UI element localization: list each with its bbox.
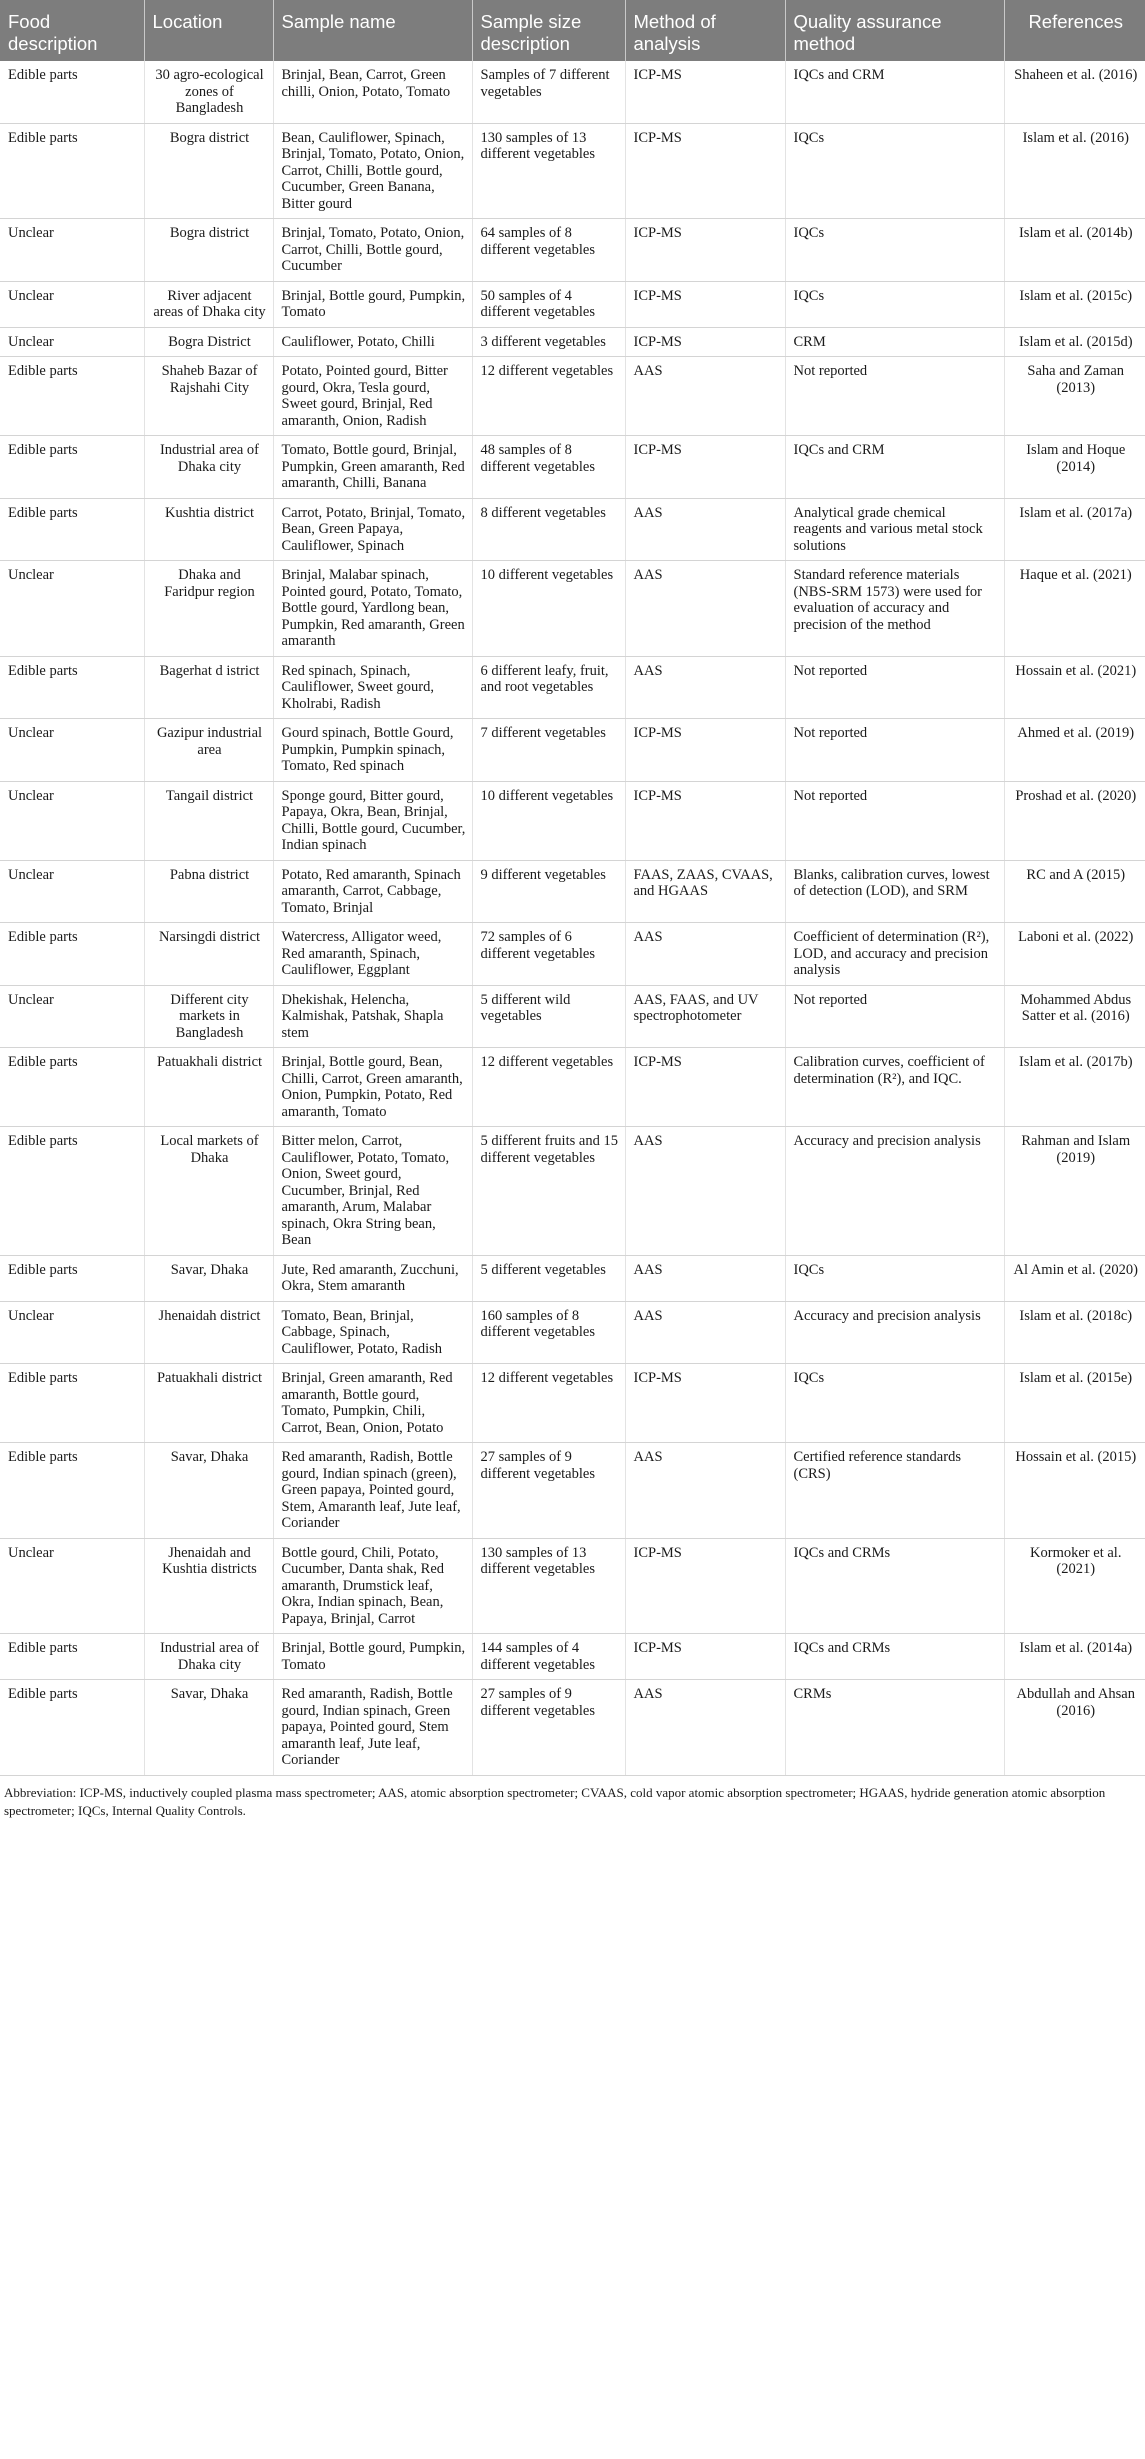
sample-name-cell: Potato, Pointed gourd, Bitter gourd, Okra, Tesla gourd, Sweet gourd, Brinjal, Red amaranth, Onion, Radish <box>273 357 472 436</box>
method-cell: ICP-MS <box>625 719 785 782</box>
method-cell: AAS, FAAS, and UV spectrophotometer <box>625 985 785 1048</box>
header-sample-name: Sample name <box>273 0 472 61</box>
quality-assurance-cell: CRM <box>785 327 1004 357</box>
reference-cell: Hossain et al. (2021) <box>1004 656 1145 719</box>
table-row <box>0 1443 1145 1539</box>
table-row <box>0 357 1145 436</box>
table-row <box>0 281 1145 327</box>
sample-name-cell: Cauliflower, Potato, Chilli <box>273 327 472 357</box>
quality-assurance-cell: IQCs and CRMs <box>785 1538 1004 1634</box>
table-row <box>0 985 1145 1048</box>
method-cell: ICP-MS <box>625 1634 785 1680</box>
food-description-cell: Unclear <box>0 860 144 923</box>
reference-cell: Islam et al. (2015e) <box>1004 1364 1145 1443</box>
header-references: References <box>1004 0 1145 61</box>
food-description-cell: Edible parts <box>0 923 144 986</box>
sample-size-cell: 27 samples of 9 different vegetables <box>472 1443 625 1539</box>
table-row <box>0 781 1145 860</box>
sample-size-cell: 144 samples of 4 different vegetables <box>472 1634 625 1680</box>
quality-assurance-cell: IQCs <box>785 1364 1004 1443</box>
header-quality-assurance-method: Quality assurance method <box>785 0 1004 61</box>
location-cell: Jhenaidah and Kushtia districts <box>144 1538 273 1634</box>
food-description-cell: Edible parts <box>0 61 144 123</box>
food-description-cell: Unclear <box>0 719 144 782</box>
food-description-cell: Edible parts <box>0 1634 144 1680</box>
table-row <box>0 1127 1145 1256</box>
location-cell: Savar, Dhaka <box>144 1255 273 1301</box>
food-description-cell: Unclear <box>0 327 144 357</box>
sample-name-cell: Red spinach, Spinach, Cauliflower, Sweet gourd, Kholrabi, Radish <box>273 656 472 719</box>
sample-name-cell: Brinjal, Bean, Carrot, Green chilli, Onion, Potato, Tomato <box>273 61 472 123</box>
table-row <box>0 327 1145 357</box>
food-description-cell: Edible parts <box>0 357 144 436</box>
sample-name-cell: Brinjal, Green amaranth, Red amaranth, Bottle gourd, Tomato, Pumpkin, Chili, Carrot, Bean, Onion, Potato <box>273 1364 472 1443</box>
table-row <box>0 436 1145 499</box>
sample-name-cell: Potato, Red amaranth, Spinach amaranth, Carrot, Cabbage, Tomato, Brinjal <box>273 860 472 923</box>
method-cell: AAS <box>625 1255 785 1301</box>
location-cell: Savar, Dhaka <box>144 1443 273 1539</box>
method-cell: ICP-MS <box>625 1048 785 1127</box>
table-row <box>0 219 1145 282</box>
method-cell: ICP-MS <box>625 61 785 123</box>
method-cell: AAS <box>625 498 785 561</box>
sample-name-cell: Brinjal, Bottle gourd, Bean, Chilli, Carrot, Green amaranth, Onion, Pumpkin, Potato, Red amaranth, Tomato <box>273 1048 472 1127</box>
reference-cell: Kormoker et al. (2021) <box>1004 1538 1145 1634</box>
sample-size-cell: 27 samples of 9 different vegetables <box>472 1680 625 1776</box>
sample-name-cell: Tomato, Bean, Brinjal, Cabbage, Spinach, Cauliflower, Potato, Radish <box>273 1301 472 1364</box>
quality-assurance-cell: IQCs <box>785 219 1004 282</box>
sample-name-cell: Bitter melon, Carrot, Cauliflower, Potato, Tomato, Onion, Sweet gourd, Cucumber, Brinjal, Red amaranth, Arum, Malabar spinach, Okra String bean, Bean <box>273 1127 472 1256</box>
quality-assurance-cell: Coefficient of determination (R²), LOD, and accuracy and precision analysis <box>785 923 1004 986</box>
reference-cell: Ahmed et al. (2019) <box>1004 719 1145 782</box>
sample-size-cell: 160 samples of 8 different vegetables <box>472 1301 625 1364</box>
table-row <box>0 1255 1145 1301</box>
reference-cell: Islam et al. (2018c) <box>1004 1301 1145 1364</box>
reference-cell: Islam et al. (2014a) <box>1004 1634 1145 1680</box>
sample-size-cell: 130 samples of 13 different vegetables <box>472 1538 625 1634</box>
quality-assurance-cell: IQCs and CRM <box>785 61 1004 123</box>
sample-name-cell: Brinjal, Malabar spinach, Pointed gourd, Potato, Tomato, Bottle gourd, Yardlong bean, Pumpkin, Red amaranth, Green amaranth <box>273 561 472 657</box>
header-food-description: Food description <box>0 0 144 61</box>
food-description-cell: Edible parts <box>0 1127 144 1256</box>
method-cell: ICP-MS <box>625 123 785 219</box>
quality-assurance-cell: IQCs <box>785 281 1004 327</box>
location-cell: 30 agro-ecological zones of Bangladesh <box>144 61 273 123</box>
table-row <box>0 61 1145 123</box>
location-cell: Pabna district <box>144 860 273 923</box>
sample-name-cell: Brinjal, Bottle gourd, Pumpkin, Tomato <box>273 281 472 327</box>
method-cell: AAS <box>625 1127 785 1256</box>
method-cell: ICP-MS <box>625 1364 785 1443</box>
sample-name-cell: Red amaranth, Radish, Bottle gourd, Indian spinach, Green papaya, Pointed gourd, Stem amaranth leaf, Jute leaf, Coriander <box>273 1680 472 1776</box>
quality-assurance-cell: IQCs <box>785 1255 1004 1301</box>
quality-assurance-cell: Certified reference standards (CRS) <box>785 1443 1004 1539</box>
table-row <box>0 561 1145 657</box>
food-description-cell: Edible parts <box>0 656 144 719</box>
table-row <box>0 719 1145 782</box>
table-row <box>0 498 1145 561</box>
sample-name-cell: Gourd spinach, Bottle Gourd, Pumpkin, Pumpkin spinach, Tomato, Red spinach <box>273 719 472 782</box>
reference-cell: RC and A (2015) <box>1004 860 1145 923</box>
location-cell: Dhaka and Faridpur region <box>144 561 273 657</box>
table-row <box>0 1538 1145 1634</box>
food-description-cell: Unclear <box>0 1538 144 1634</box>
method-cell: FAAS, ZAAS, CVAAS, and HGAAS <box>625 860 785 923</box>
location-cell: Bogra district <box>144 123 273 219</box>
method-cell: ICP-MS <box>625 1538 785 1634</box>
table-footnote: Abbreviation: ICP-MS, inductively coupled plasma mass spectrometer; AAS, atomic absorption spectrometer; CVAAS, cold vapor atomic absorption spectrometer; HGAAS, hydride generation atomic absorption spectrometer; IQCs, Internal Quality Controls. <box>4 1784 1106 1818</box>
location-cell: Local markets of Dhaka <box>144 1127 273 1256</box>
location-cell: Tangail district <box>144 781 273 860</box>
location-cell: Kushtia district <box>144 498 273 561</box>
table-row <box>0 123 1145 219</box>
table-header-row <box>0 0 1145 61</box>
reference-cell: Laboni et al. (2022) <box>1004 923 1145 986</box>
method-cell: AAS <box>625 1301 785 1364</box>
reference-cell: Abdullah and Ahsan (2016) <box>1004 1680 1145 1776</box>
header-location: Location <box>144 0 273 61</box>
food-description-cell: Unclear <box>0 561 144 657</box>
food-description-cell: Unclear <box>0 1301 144 1364</box>
quality-assurance-cell: Not reported <box>785 985 1004 1048</box>
table-row <box>0 1680 1145 1776</box>
reference-cell: Islam et al. (2015c) <box>1004 281 1145 327</box>
reference-cell: Mohammed Abdus Satter et al. (2016) <box>1004 985 1145 1048</box>
location-cell: Different city markets in Bangladesh <box>144 985 273 1048</box>
sample-size-cell: 5 different wild vegetables <box>472 985 625 1048</box>
method-cell: ICP-MS <box>625 781 785 860</box>
method-cell: ICP-MS <box>625 219 785 282</box>
location-cell: Narsingdi district <box>144 923 273 986</box>
location-cell: Patuakhali district <box>144 1048 273 1127</box>
sample-size-cell: 7 different vegetables <box>472 719 625 782</box>
location-cell: Bogra district <box>144 219 273 282</box>
sample-name-cell: Carrot, Potato, Brinjal, Tomato, Bean, Green Papaya, Cauliflower, Spinach <box>273 498 472 561</box>
quality-assurance-cell: Calibration curves, coefficient of determination (R²), and IQC. <box>785 1048 1004 1127</box>
sample-size-cell: 5 different vegetables <box>472 1255 625 1301</box>
sample-name-cell: Red amaranth, Radish, Bottle gourd, Indian spinach (green), Green papaya, Pointed gourd, Stem, Amaranth leaf, Jute leaf, Coriander <box>273 1443 472 1539</box>
location-cell: Industrial area of Dhaka city <box>144 1634 273 1680</box>
food-description-cell: Edible parts <box>0 1443 144 1539</box>
location-cell: Bagerhat d istrict <box>144 656 273 719</box>
reference-cell: Shaheen et al. (2016) <box>1004 61 1145 123</box>
reference-cell: Saha and Zaman (2013) <box>1004 357 1145 436</box>
header-sample-size-description: Sample size description <box>472 0 625 61</box>
reference-cell: Islam et al. (2014b) <box>1004 219 1145 282</box>
reference-cell: Hossain et al. (2015) <box>1004 1443 1145 1539</box>
sample-size-cell: 10 different vegetables <box>472 781 625 860</box>
quality-assurance-cell: Analytical grade chemical reagents and various metal stock solutions <box>785 498 1004 561</box>
quality-assurance-cell: Not reported <box>785 357 1004 436</box>
reference-cell: Al Amin et al. (2020) <box>1004 1255 1145 1301</box>
table-row <box>0 1048 1145 1127</box>
sample-size-cell: 72 samples of 6 different vegetables <box>472 923 625 986</box>
sample-size-cell: 48 samples of 8 different vegetables <box>472 436 625 499</box>
reference-cell: Islam et al. (2016) <box>1004 123 1145 219</box>
sample-size-cell: 12 different vegetables <box>472 1048 625 1127</box>
location-cell: Jhenaidah district <box>144 1301 273 1364</box>
method-cell: AAS <box>625 1680 785 1776</box>
method-cell: AAS <box>625 656 785 719</box>
location-cell: Bogra District <box>144 327 273 357</box>
sample-name-cell: Bottle gourd, Chili, Potato, Cucumber, Danta shak, Red amaranth, Drumstick leaf, Okra, Indian spinach, Bean, Papaya, Brinjal, Carrot <box>273 1538 472 1634</box>
location-cell: Shaheb Bazar of Rajshahi City <box>144 357 273 436</box>
method-cell: ICP-MS <box>625 281 785 327</box>
sample-size-cell: 9 different vegetables <box>472 860 625 923</box>
sample-name-cell: Tomato, Bottle gourd, Brinjal, Pumpkin, Green amaranth, Red amaranth, Chilli, Banana <box>273 436 472 499</box>
quality-assurance-cell: CRMs <box>785 1680 1004 1776</box>
reference-cell: Proshad et al. (2020) <box>1004 781 1145 860</box>
reference-cell: Haque et al. (2021) <box>1004 561 1145 657</box>
sample-size-cell: 12 different vegetables <box>472 357 625 436</box>
sample-name-cell: Sponge gourd, Bitter gourd, Papaya, Okra, Bean, Brinjal, Chilli, Bottle gourd, Cucumber, Indian spinach <box>273 781 472 860</box>
location-cell: River adjacent areas of Dhaka city <box>144 281 273 327</box>
location-cell: Savar, Dhaka <box>144 1680 273 1776</box>
sample-size-cell: 130 samples of 13 different vegetables <box>472 123 625 219</box>
sample-name-cell: Bean, Cauliflower, Spinach, Brinjal, Tomato, Potato, Onion, Carrot, Chilli, Bottle gourd, Cucumber, Green Banana, Bitter gourd <box>273 123 472 219</box>
table-row <box>0 860 1145 923</box>
sample-name-cell: Jute, Red amaranth, Zucchuni, Okra, Stem amaranth <box>273 1255 472 1301</box>
sample-name-cell: Brinjal, Tomato, Potato, Onion, Carrot, Chilli, Bottle gourd, Cucumber <box>273 219 472 282</box>
method-cell: AAS <box>625 1443 785 1539</box>
reference-cell: Islam and Hoque (2014) <box>1004 436 1145 499</box>
location-cell: Gazipur industrial area <box>144 719 273 782</box>
quality-assurance-cell: Blanks, calibration curves, lowest of detection (LOD), and SRM <box>785 860 1004 923</box>
food-description-cell: Edible parts <box>0 498 144 561</box>
sample-size-cell: 12 different vegetables <box>472 1364 625 1443</box>
quality-assurance-cell: IQCs and CRMs <box>785 1634 1004 1680</box>
food-description-cell: Edible parts <box>0 1048 144 1127</box>
sample-size-cell: 3 different vegetables <box>472 327 625 357</box>
sample-size-cell: 50 samples of 4 different vegetables <box>472 281 625 327</box>
method-cell: ICP-MS <box>625 327 785 357</box>
quality-assurance-cell: Accuracy and precision analysis <box>785 1301 1004 1364</box>
sample-name-cell: Brinjal, Bottle gourd, Pumpkin, Tomato <box>273 1634 472 1680</box>
food-description-cell: Unclear <box>0 219 144 282</box>
sample-size-cell: 8 different vegetables <box>472 498 625 561</box>
reference-cell: Islam et al. (2017b) <box>1004 1048 1145 1127</box>
table-row <box>0 1634 1145 1680</box>
method-cell: AAS <box>625 561 785 657</box>
sample-size-cell: Samples of 7 different vegetables <box>472 61 625 123</box>
quality-assurance-cell: Standard reference materials (NBS-SRM 1573) were used for evaluation of accuracy and precision of the method <box>785 561 1004 657</box>
table-row <box>0 923 1145 986</box>
header-method-of-analysis: Method of analysis <box>625 0 785 61</box>
reference-cell: Islam et al. (2015d) <box>1004 327 1145 357</box>
quality-assurance-cell: Not reported <box>785 719 1004 782</box>
food-description-cell: Edible parts <box>0 123 144 219</box>
method-cell: ICP-MS <box>625 436 785 499</box>
food-description-cell: Unclear <box>0 281 144 327</box>
sample-name-cell: Watercress, Alligator weed, Red amaranth, Spinach, Cauliflower, Eggplant <box>273 923 472 986</box>
sample-size-cell: 6 different leafy, fruit, and root vegetables <box>472 656 625 719</box>
quality-assurance-cell: IQCs and CRM <box>785 436 1004 499</box>
method-cell: AAS <box>625 923 785 986</box>
location-cell: Industrial area of Dhaka city <box>144 436 273 499</box>
reference-cell: Islam et al. (2017a) <box>1004 498 1145 561</box>
food-description-cell: Edible parts <box>0 1680 144 1776</box>
quality-assurance-cell: Not reported <box>785 656 1004 719</box>
food-description-cell: Unclear <box>0 781 144 860</box>
quality-assurance-cell: Accuracy and precision analysis <box>785 1127 1004 1256</box>
sample-name-cell: Dhekishak, Helencha, Kalmishak, Patshak, Shapla stem <box>273 985 472 1048</box>
food-description-cell: Unclear <box>0 985 144 1048</box>
food-description-cell: Edible parts <box>0 1255 144 1301</box>
table-row <box>0 656 1145 719</box>
reference-cell: Rahman and Islam (2019) <box>1004 1127 1145 1256</box>
location-cell: Patuakhali district <box>144 1364 273 1443</box>
food-description-cell: Edible parts <box>0 436 144 499</box>
food-description-cell: Edible parts <box>0 1364 144 1443</box>
quality-assurance-cell: IQCs <box>785 123 1004 219</box>
table-row <box>0 1364 1145 1443</box>
sample-size-cell: 10 different vegetables <box>472 561 625 657</box>
sample-size-cell: 5 different fruits and 15 different vegetables <box>472 1127 625 1256</box>
quality-assurance-cell: Not reported <box>785 781 1004 860</box>
sample-size-cell: 64 samples of 8 different vegetables <box>472 219 625 282</box>
method-cell: AAS <box>625 357 785 436</box>
table-row <box>0 1301 1145 1364</box>
